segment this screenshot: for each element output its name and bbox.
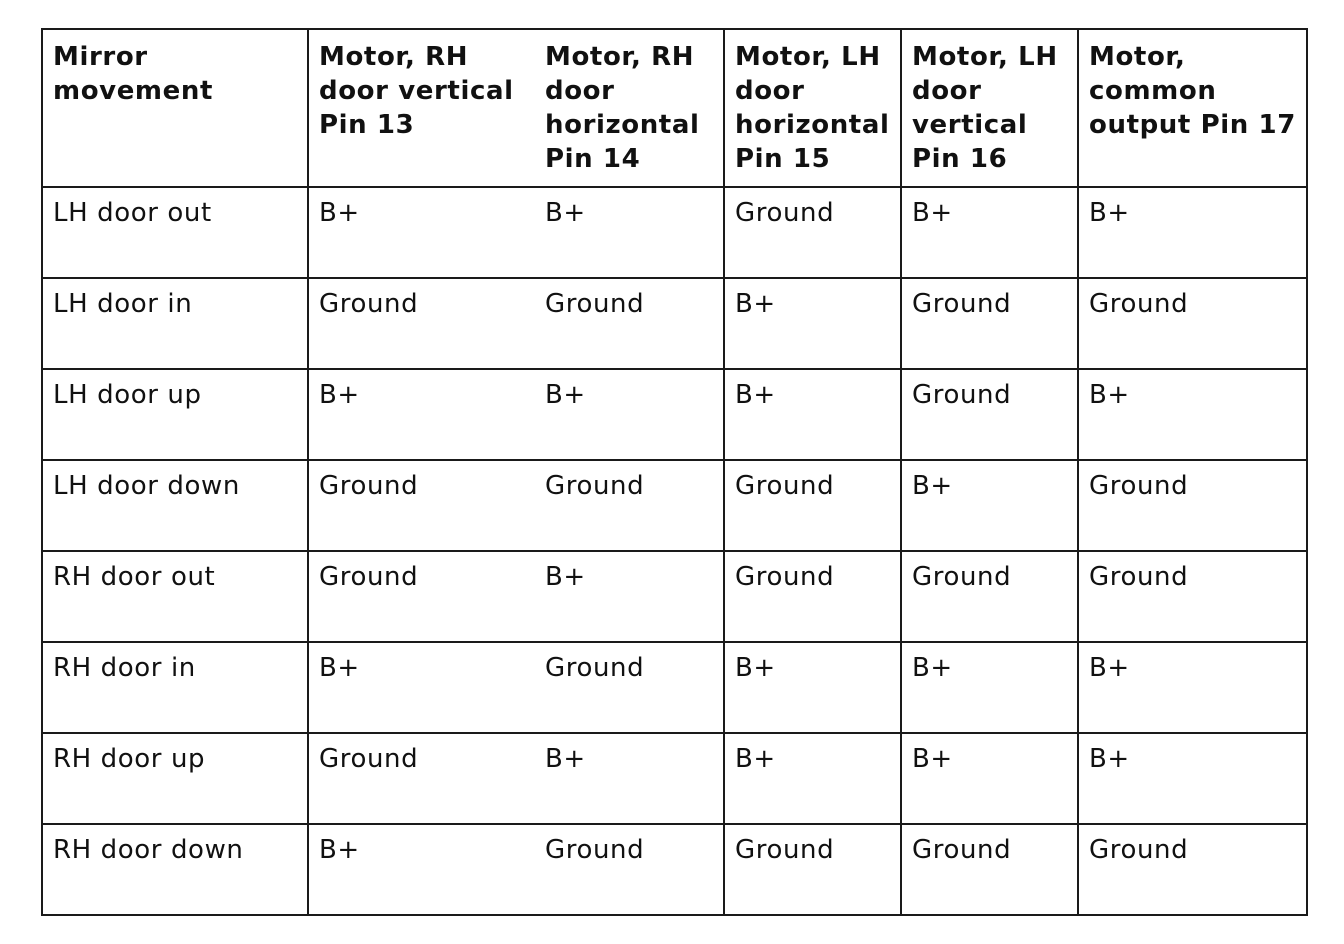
- header-motor-lh-horizontal-pin15: Motor, LH door horizontal Pin 15: [724, 29, 901, 187]
- cell-pin15: B+: [724, 733, 901, 824]
- cell-pin13: Ground: [308, 733, 535, 824]
- cell-pin14: Ground: [535, 824, 724, 915]
- cell-pin16: B+: [901, 460, 1078, 551]
- cell-pin14: B+: [535, 187, 724, 278]
- cell-pin15: B+: [724, 369, 901, 460]
- cell-pin16: Ground: [901, 278, 1078, 369]
- cell-pin15: B+: [724, 642, 901, 733]
- cell-pin17: B+: [1078, 642, 1307, 733]
- cell-pin14: B+: [535, 369, 724, 460]
- header-row: [42, 29, 1307, 187]
- cell-pin14: Ground: [535, 278, 724, 369]
- header-mirror-movement: Mirror movement: [42, 29, 308, 187]
- table-row: [42, 824, 1307, 915]
- cell-mirror-movement: RH door out: [42, 551, 308, 642]
- cell-mirror-movement: LH door out: [42, 187, 308, 278]
- cell-pin16: B+: [901, 642, 1078, 733]
- table-row: [42, 187, 1307, 278]
- cell-mirror-movement: LH door up: [42, 369, 308, 460]
- cell-pin13: B+: [308, 642, 535, 733]
- cell-pin13: Ground: [308, 460, 535, 551]
- cell-pin13: B+: [308, 369, 535, 460]
- table-row: [42, 278, 1307, 369]
- cell-mirror-movement: LH door down: [42, 460, 308, 551]
- cell-mirror-movement: RH door in: [42, 642, 308, 733]
- cell-pin16: B+: [901, 187, 1078, 278]
- cell-pin14: Ground: [535, 642, 724, 733]
- cell-pin17: Ground: [1078, 824, 1307, 915]
- cell-pin15: B+: [724, 278, 901, 369]
- cell-pin14: Ground: [535, 460, 724, 551]
- table-row: [42, 460, 1307, 551]
- header-motor-lh-vertical-pin16: Motor, LH door vertical Pin 16: [901, 29, 1078, 187]
- table-row: [42, 369, 1307, 460]
- cell-pin17: B+: [1078, 187, 1307, 278]
- cell-mirror-movement: RH door up: [42, 733, 308, 824]
- cell-pin15: Ground: [724, 824, 901, 915]
- cell-pin13: B+: [308, 187, 535, 278]
- cell-pin17: Ground: [1078, 460, 1307, 551]
- cell-pin17: Ground: [1078, 278, 1307, 369]
- header-motor-rh-horizontal-pin14: Motor, RH door horizontal Pin 14: [535, 29, 724, 187]
- table-row: [42, 733, 1307, 824]
- mirror-motor-table: [41, 28, 1308, 916]
- cell-pin14: B+: [535, 551, 724, 642]
- cell-mirror-movement: RH door down: [42, 824, 308, 915]
- cell-pin16: Ground: [901, 824, 1078, 915]
- header-motor-common-output-pin17: Motor, common output Pin 17: [1078, 29, 1307, 187]
- cell-pin13: B+: [308, 824, 535, 915]
- cell-pin16: B+: [901, 733, 1078, 824]
- header-motor-rh-vertical-pin13: Motor, RH door vertical Pin 13: [308, 29, 535, 187]
- cell-pin13: Ground: [308, 551, 535, 642]
- cell-pin15: Ground: [724, 187, 901, 278]
- cell-pin13: Ground: [308, 278, 535, 369]
- cell-pin15: Ground: [724, 551, 901, 642]
- table-row: [42, 642, 1307, 733]
- cell-pin17: B+: [1078, 733, 1307, 824]
- cell-pin17: B+: [1078, 369, 1307, 460]
- cell-pin17: Ground: [1078, 551, 1307, 642]
- cell-pin15: Ground: [724, 460, 901, 551]
- cell-pin14: B+: [535, 733, 724, 824]
- table-row: [42, 551, 1307, 642]
- cell-pin16: Ground: [901, 551, 1078, 642]
- cell-mirror-movement: LH door in: [42, 278, 308, 369]
- cell-pin16: Ground: [901, 369, 1078, 460]
